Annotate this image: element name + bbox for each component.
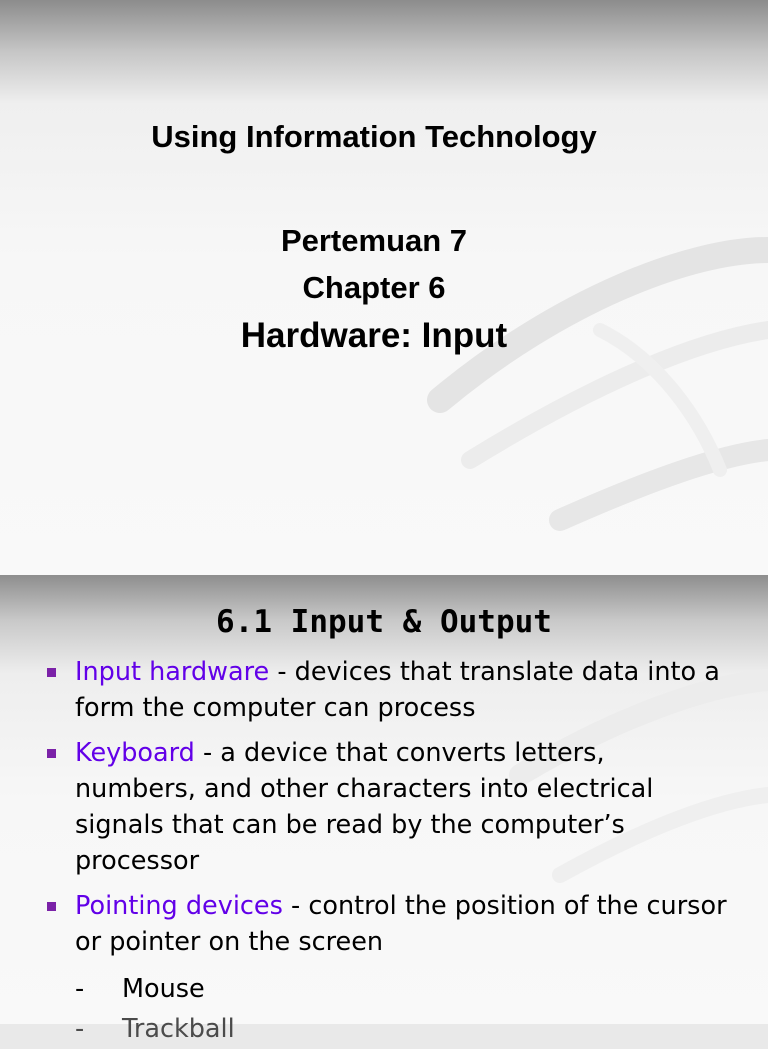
bullet-term: Pointing devices [75,891,283,921]
meeting-number: Pertemuan 7 [280,223,468,258]
bullet-list [42,654,732,1049]
bullet-term: Keyboard [75,738,195,768]
dash-marker: - [75,1014,85,1044]
sub-item-label: Trackball [122,1014,235,1044]
slide-title: 6.1 Input & Output [216,604,552,640]
bullet-term: Input hardware [75,657,270,687]
bullet-pointing-devices [42,888,732,960]
bullet-input-hardware [42,654,732,726]
content-slide [0,575,768,1044]
presentation-title: Using Information Technology [151,119,597,154]
sub-item-trackball [42,1009,732,1049]
sub-item-mouse [42,969,732,1009]
chapter-topic: Hardware: Input [240,316,508,355]
square-bullet-icon [47,668,56,677]
chapter-number: Chapter 6 [302,270,446,305]
dash-marker: - [75,974,85,1004]
bullet-description: - devices that translate data into a form the computer can process [75,657,720,723]
bullet-keyboard [42,735,732,879]
sub-item-label: Mouse [122,974,205,1004]
bullet-description: - a device that converts letters, numbers, and other characters into electrical signals that can be read by the computer’s processor [75,738,654,876]
square-bullet-icon [47,902,56,911]
square-bullet-icon [47,749,56,758]
bullet-description: - control the position of the cursor or pointer on the screen [75,891,727,957]
